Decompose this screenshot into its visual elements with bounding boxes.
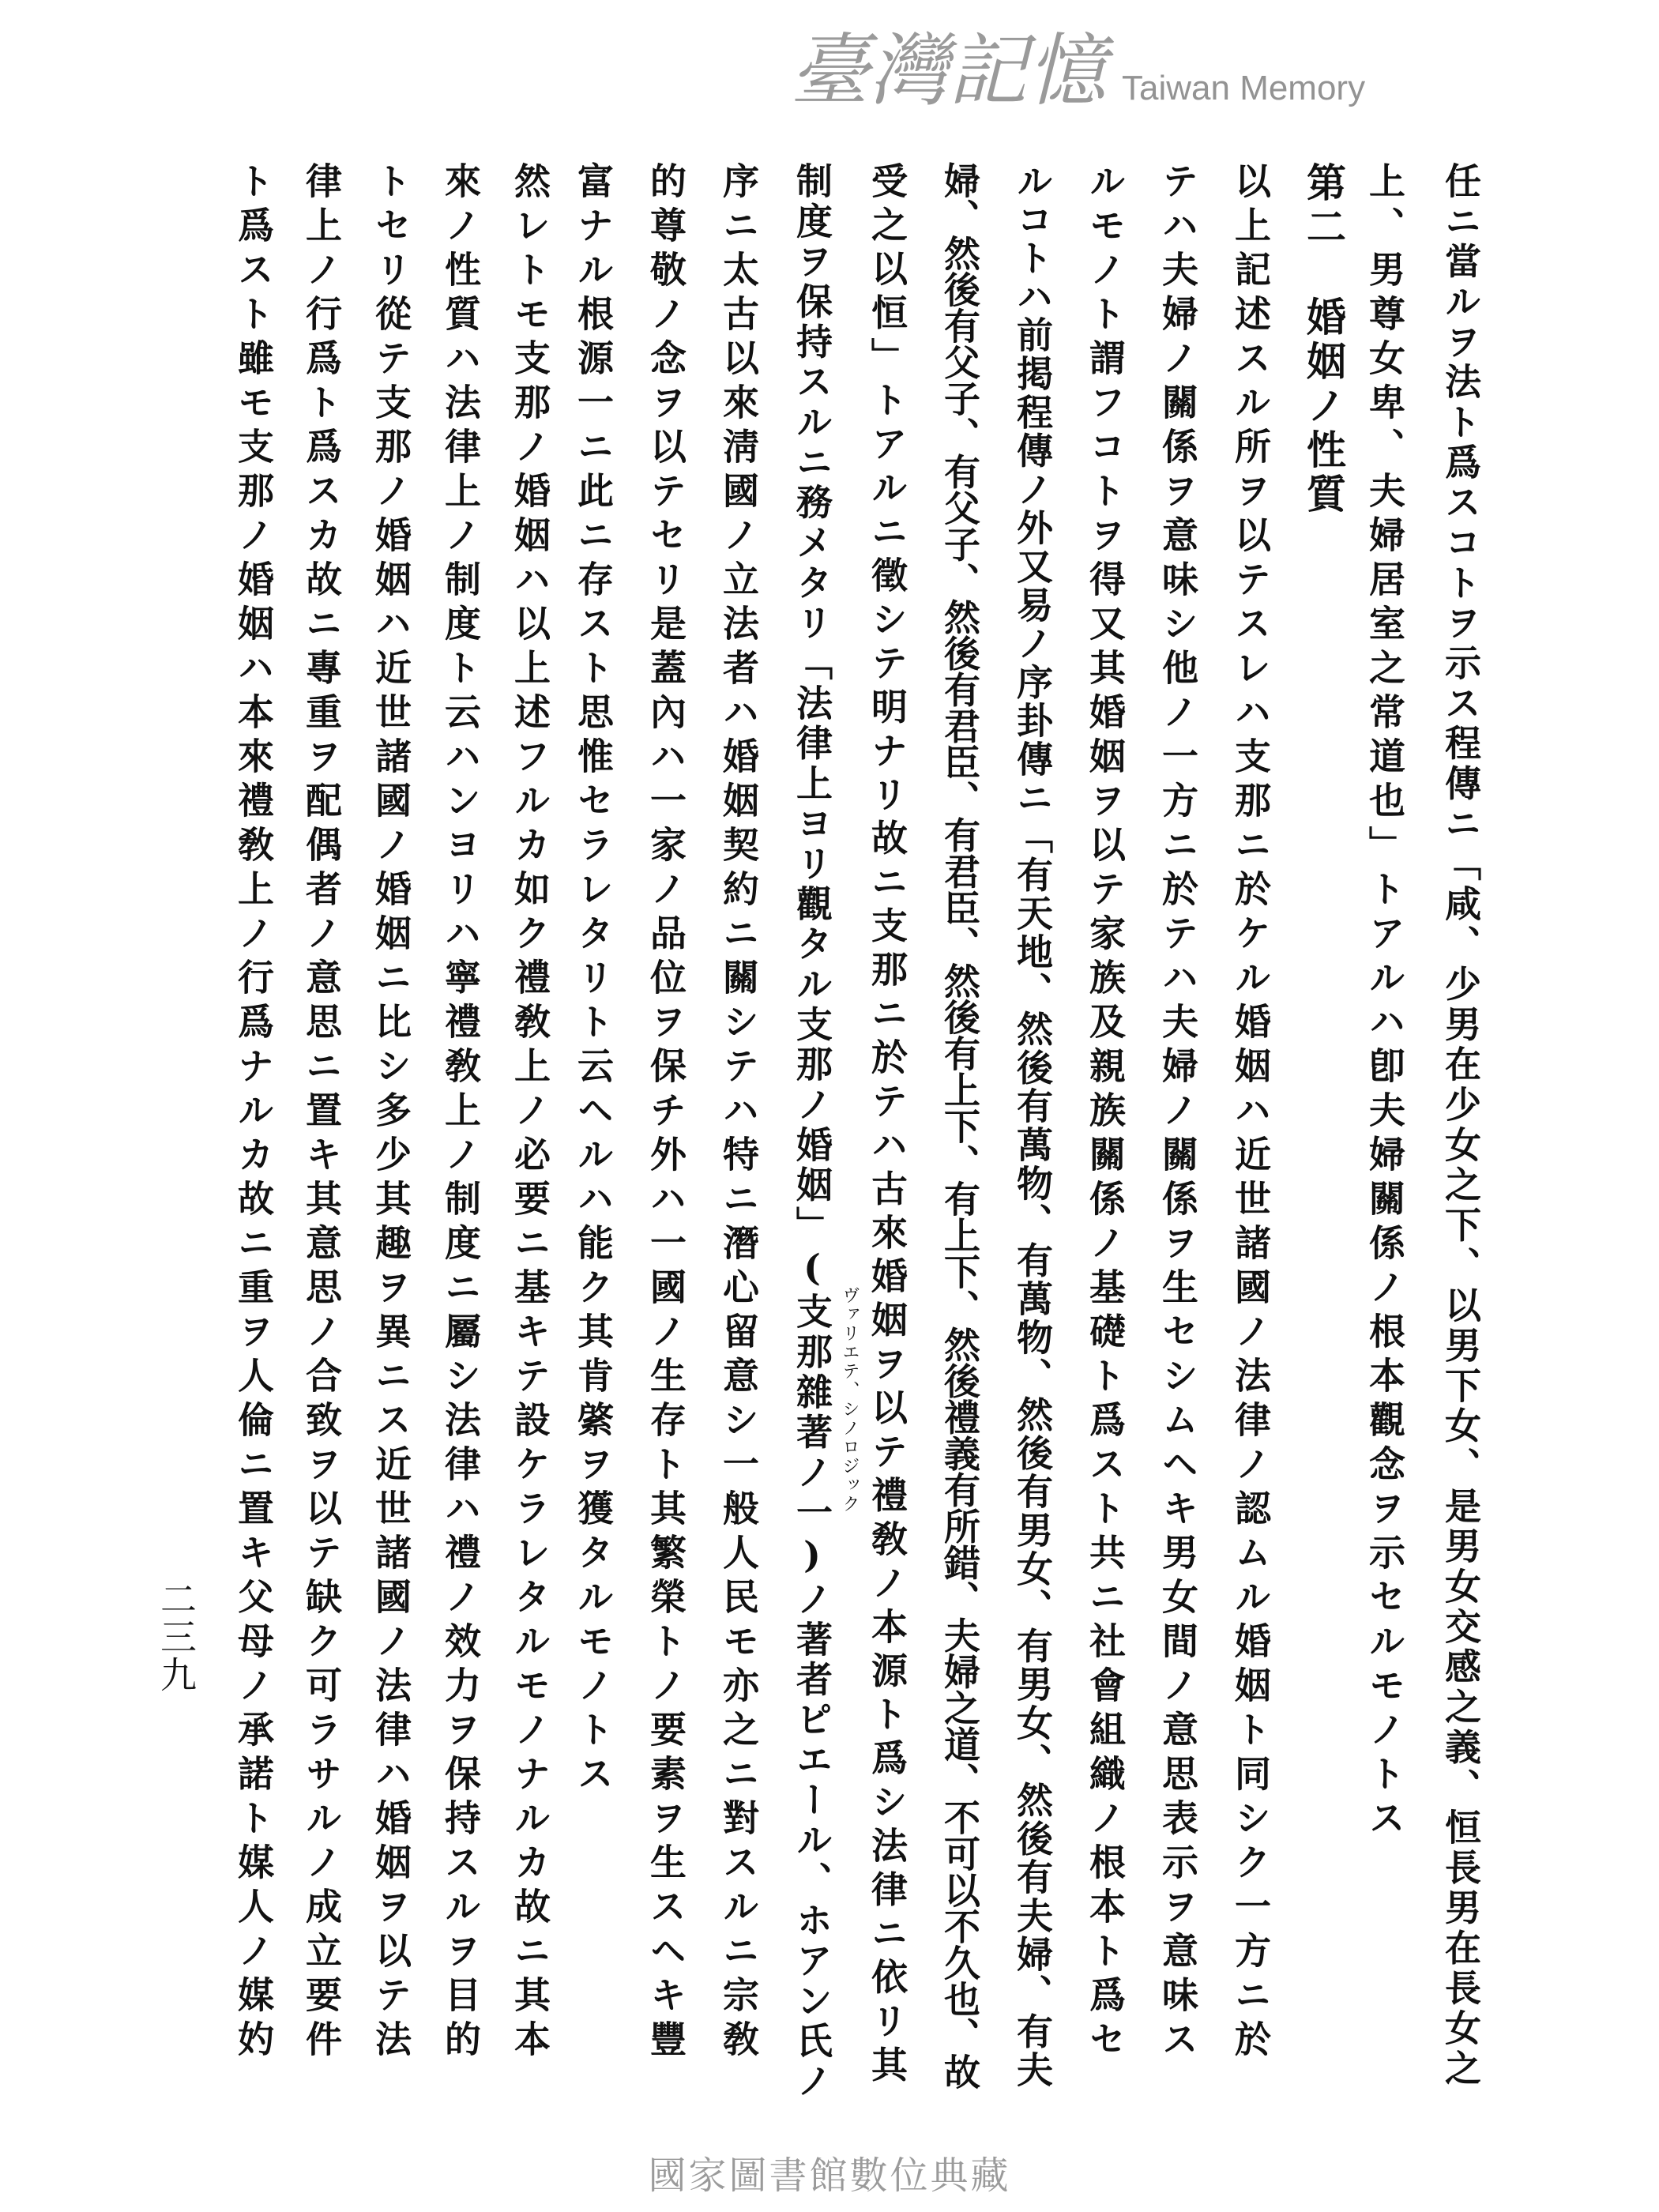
text-column-1: 任ニ當ルヲ法ト爲スコトヲ示ス程傳ニ「咸、少男在少女之下、以男下女、是男女交感之義、恒長男在長女之 xyxy=(1439,162,1482,2090)
text-column-5: ルモノト謂フコトヲ得又其婚姻ヲ以テ家族及親族關係ノ基礎ト爲スト共ニ社會組織ノ根本ト爲セ xyxy=(1084,162,1127,2064)
ruby-annotation: ヴァリエテ、シノロジック xyxy=(840,1286,860,1514)
text-column-14: 來ノ性質ハ法律上ノ制度ト云ハンヨリハ寧禮敎上ノ制度ニ屬シ法律ハ禮ノ效力ヲ保持スルヲ目的 xyxy=(439,162,482,2064)
text-column-12: 富ナル根源一ニ此ニ存スト思惟セラレタリト云ヘルハ能ク其肯綮ヲ獲タルモノトス xyxy=(572,162,615,1799)
section-title: 婚姻ノ性質 xyxy=(1300,296,1347,517)
text-column-16: 律上ノ行爲ト爲スカ故ニ專重ヲ配偶者ノ意思ニ置キ其意思ノ合致ヲ以テ缺ク可ラサルノ成立要件 xyxy=(300,162,343,2064)
text-column-11: 的尊敬ノ念ヲ以テセリ是蓋內ハ一家ノ品位ヲ保チ外ハ一國ノ生存ト其繁榮トノ要素ヲ生スヘキ豐 xyxy=(645,162,687,2064)
section-heading xyxy=(1300,162,1347,517)
text-column-13: 然レトモ支那ノ婚姻ハ以上述フルカ如ク禮敎上ノ必要ニ基キテ設ケラレタルモノナルカ故ニ其本 xyxy=(509,162,551,2064)
page-number: 二三九 xyxy=(155,1580,198,1694)
text-column-15: トセリ從テ支那ノ婚姻ハ近世諸國ノ婚姻ニ比シ多少其趣ヲ異ニス近世諸國ノ法律ハ婚姻ヲ以テ法 xyxy=(370,162,412,2064)
text-column-9: 制度ヲ保持スルニ務メタリ「法律上ヨリ觀タル支那ノ婚姻」(支那雜著ノ一)ノ著者ピエール、ホアン氏ノ xyxy=(791,162,833,2102)
text-column-17: ト爲スト雖モ支那ノ婚姻ハ本來禮敎上ノ行爲ナルカ故ニ重ヲ人倫ニ置キ父母ノ承諾ト媒人ノ媒妁 xyxy=(232,162,275,2064)
text-column-8: 受之以恒」トアルニ徵シテ明ナリ故ニ支那ニ於テハ古來婚姻ヲ以テ禮敎ノ本源ト爲シ法律ニ依リ其 xyxy=(866,162,908,2090)
section-number: 第二 xyxy=(1300,162,1347,250)
footer-credit: 國家圖書館數位典藏 xyxy=(648,2154,1011,2198)
text-column-2: 上、男尊女卑、夫婦居室之常道也」トアルハ卽夫婦關係ノ根本觀念ヲ示セルモノトス xyxy=(1364,162,1406,1843)
text-column-7: 婦、然後有父子、有父子、然後有君臣、有君臣、然後有上下、有上下、然後禮義有所錯、夫婦之道、不可以不久也、故 xyxy=(939,162,981,2090)
text-column-3: 以上記述スル所ヲ以テスレハ支那ニ於ケル婚姻ハ近世諸國ノ法律ノ認ムル婚姻ト同シク一方ニ於 xyxy=(1229,162,1272,2064)
watermark-logo: 臺灣記憶 xyxy=(790,24,1106,117)
text-column-10: 序ニ太古以來淸國ノ立法者ハ婚姻契約ニ關シテハ特ニ潛心留意シ一般人民モ亦之ニ對スルニ宗敎 xyxy=(717,162,760,2064)
text-column-6: ルコトハ前掲程傳ノ外又易ノ序卦傳ニ「有天地、然後有萬物、有萬物、然後有男女、有男女、然後有夫婦、有夫 xyxy=(1011,162,1054,2090)
watermark-subtitle: Taiwan Memory xyxy=(1122,69,1366,107)
text-column-4: テハ夫婦ノ關係ヲ意味シ他ノ一方ニ於テハ夫婦ノ關係ヲ生セシムヘキ男女間ノ意思表示ヲ意味ス xyxy=(1157,162,1199,2064)
